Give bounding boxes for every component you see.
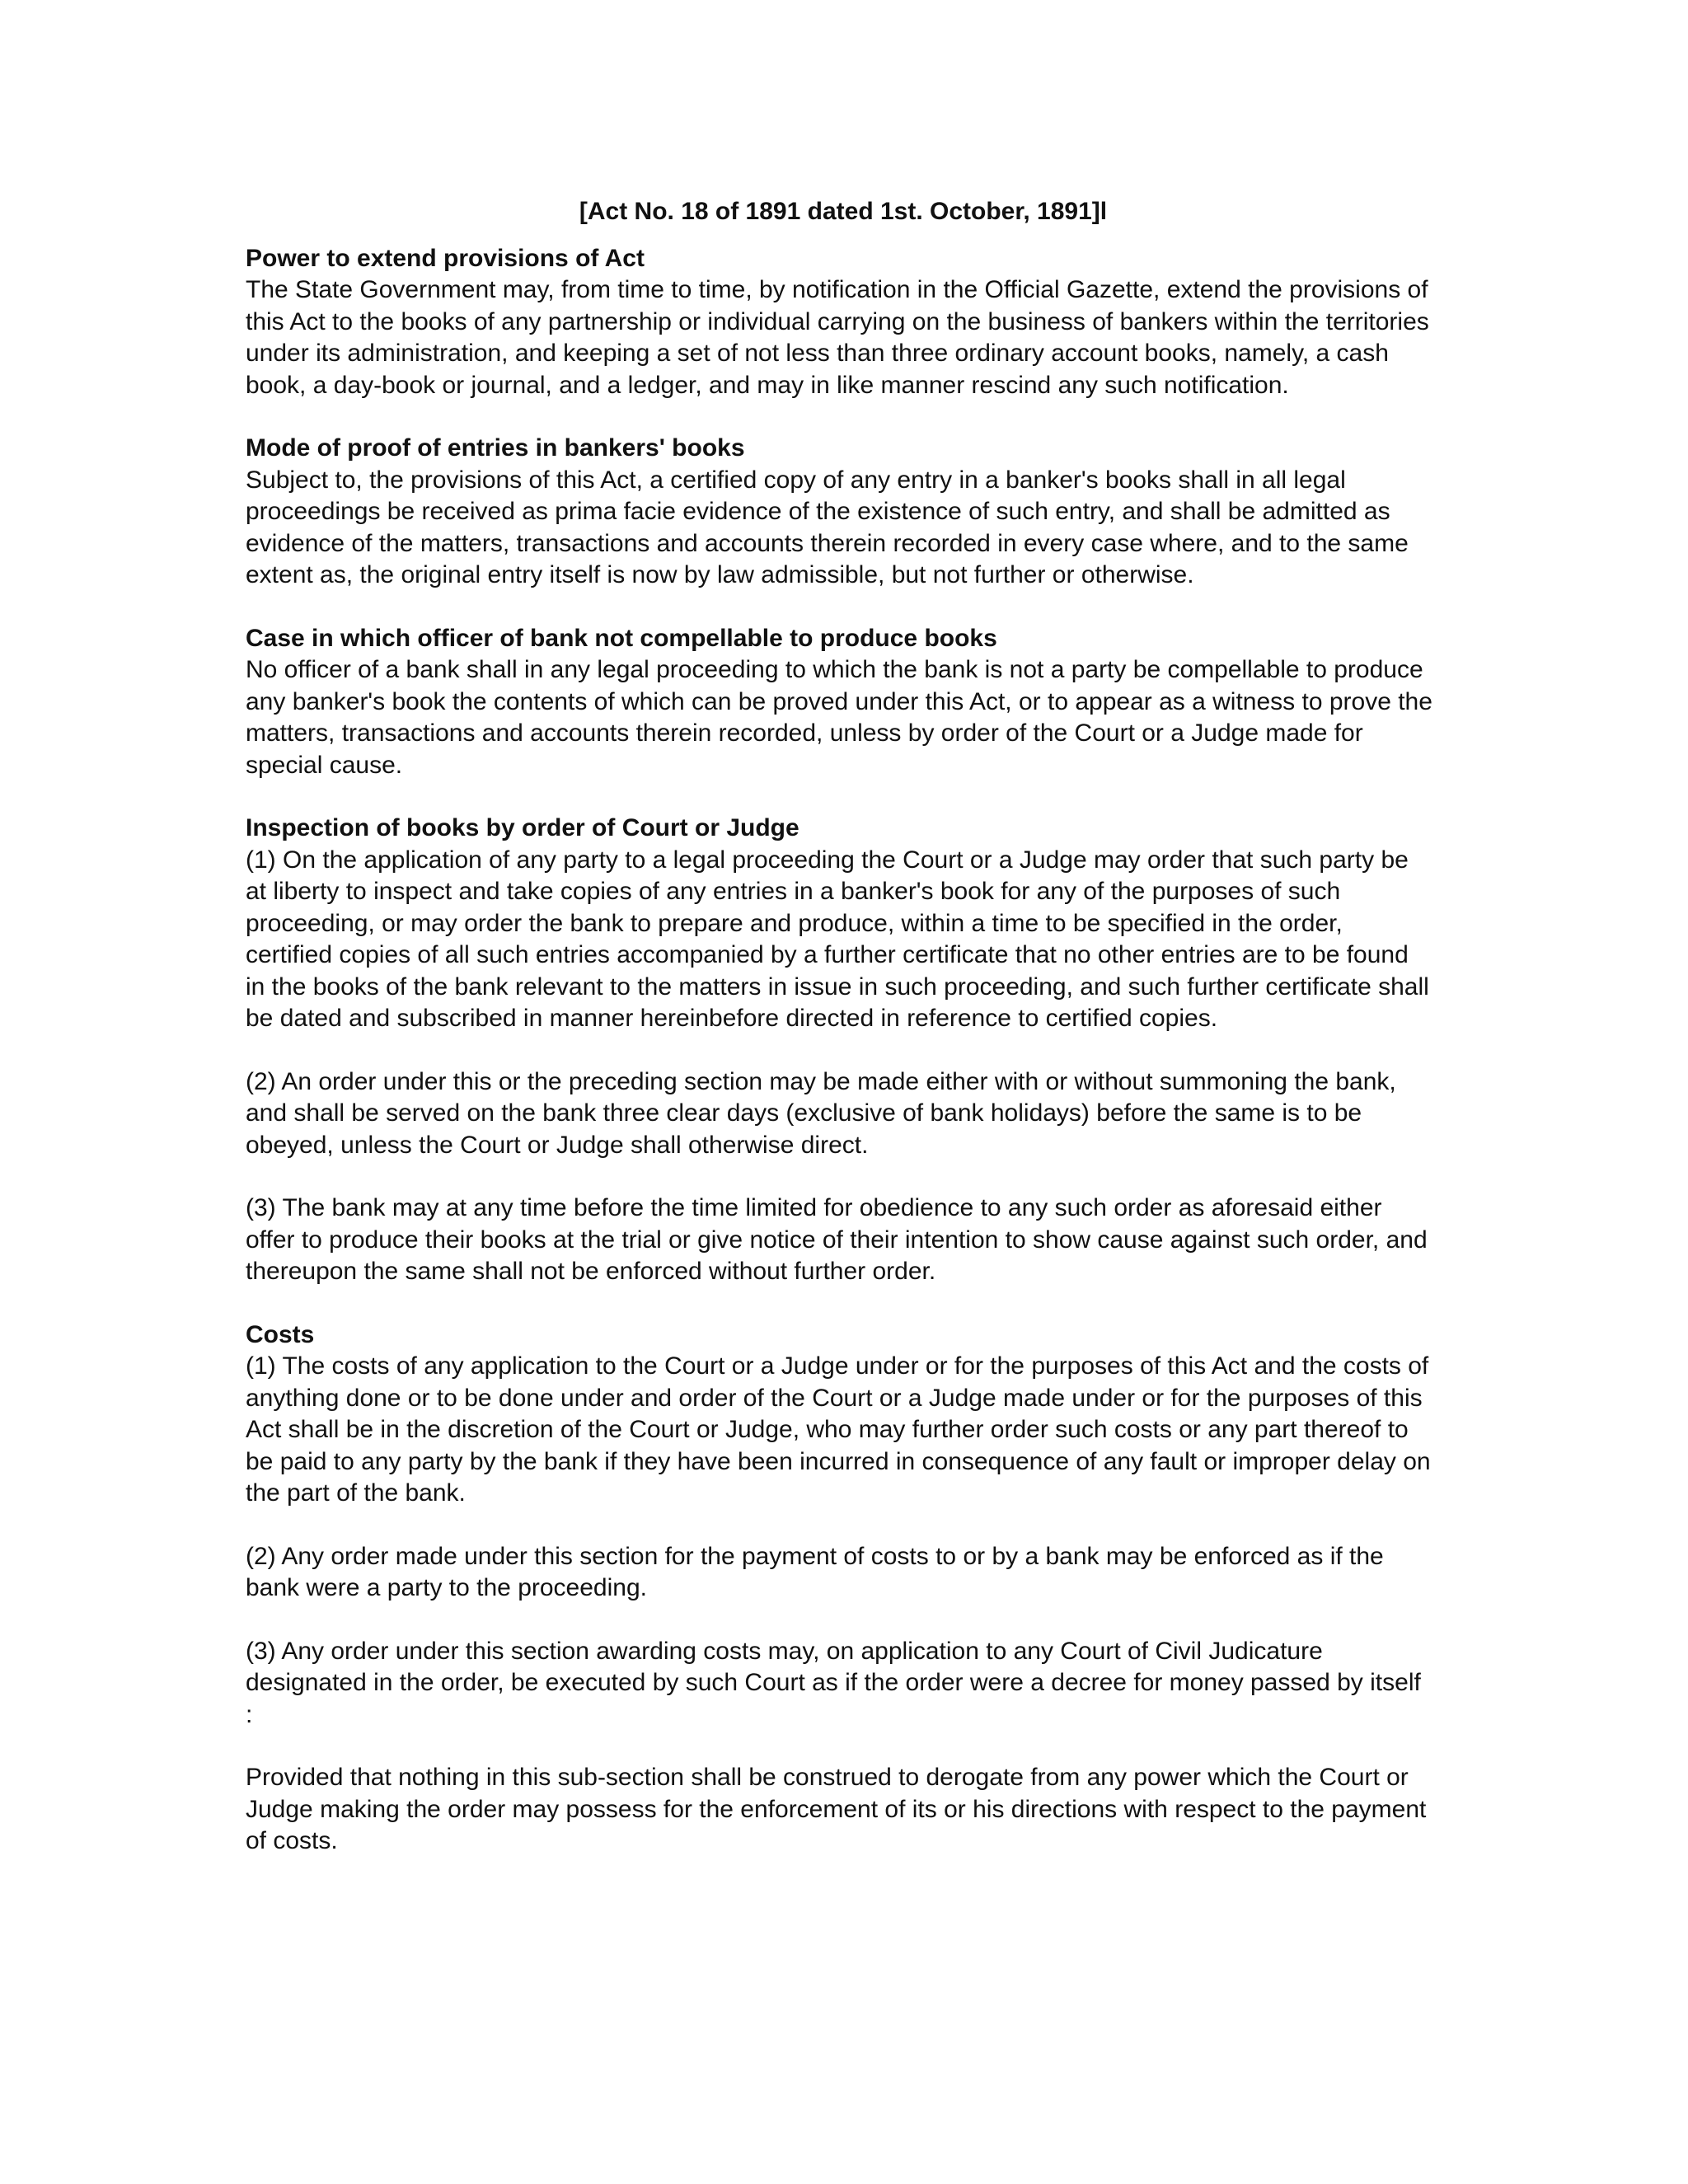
section-paragraph: (3) The bank may at any time before the time limited for obedience to any such order as aforesaid either offer to produce their books at the trial or give notice of their intention to show cause against such order, and thereupon the same shall not be enforced without further order.: [246, 1194, 1428, 1285]
section-paragraph: (1) On the application of any party to a legal proceeding the Court or a Judge may order that such party be at liberty to inspect and take copies of any entries in a banker's book for any of the purposes of such proceeding, or may order the bank to prepare and produce, within a time to be specified in the order, certified copies of all such entries accompanied by a further certificate that no other entries are to be found in the books of the bank relevant to the matters in issue in such proceeding, and such further certificate shall be dated and subscribed in manner hereinbefore directed in reference to certified copies.: [246, 846, 1429, 1032]
section-paragraph: Provided that nothing in this sub-section shall be construed to derogate from any power which the Court or Judge making the order may possess for the enforcement of its or his directions with respect to the payment of costs.: [246, 1764, 1427, 1854]
section-paragraph: (2) Any order made under this section for the payment of costs to or by a bank may be enforced as if the bank were a party to the proceeding.: [246, 1542, 1384, 1601]
section-officer-not-compellable: [246, 623, 1432, 782]
document-title: [Act No. 18 of 1891 dated 1st. October, 1891]l: [579, 198, 1108, 225]
section-heading: Case in which officer of bank not compellable to produce books: [246, 624, 997, 652]
section-paragraph: (2) An order under this or the preceding section may be made either with or without summoning the bank, and shall be served on the bank three clear days (exclusive of bank holidays) before the same is to be obeyed, unless the Court or Judge shall otherwise direct.: [246, 1067, 1396, 1159]
section-heading: Power to extend provisions of Act: [246, 244, 645, 272]
section-costs: [246, 1319, 1432, 1858]
document-content: [246, 196, 1432, 1889]
section-power-to-extend: [246, 243, 1432, 402]
section-mode-of-proof: [246, 433, 1432, 592]
section-heading: Mode of proof of entries in bankers' books: [246, 434, 745, 462]
section-paragraph: Subject to, the provisions of this Act, a certified copy of any entry in a banker's books shall in all legal proceedings be received as prima facie evidence of the existence of such entry, and shall be admitted as evidence of the matters, transactions and accounts therein recorded in every case where, and to the same extent as, the original entry itself is now by law admissible, but not further or otherwise.: [246, 466, 1409, 588]
section-inspection-of-books: [246, 813, 1432, 1288]
section-heading: Inspection of books by order of Court or Judge: [246, 814, 799, 841]
section-paragraph: (3) Any order under this section awarding costs may, on application to any Court of Civil Judicature designated in the order, be executed by such Court as if the order were a decree for money passed by itself :: [246, 1637, 1421, 1728]
section-heading: Costs: [246, 1320, 315, 1348]
section-paragraph: (1) The costs of any application to the Court or a Judge under or for the purposes of this Act and the costs of anything done or to be done under and order of the Court or a Judge made under or for the purposes of this Act shall be in the discretion of the Court or Judge, who may further order such costs or any part thereof to be paid to any party by the bank if they have been incurred in consequence of any fault or improper delay on the part of the bank.: [246, 1352, 1431, 1507]
section-paragraph: The State Government may, from time to time, by notification in the Official Gazette, extend the provisions of this Act to the books of any partnership or individual carrying on the business of bankers within the territories under its administration, and keeping a set of not less than three ordinary account books, namely, a cash book, a day-book or journal, and a ledger, and may in like manner rescind any such notification.: [246, 276, 1429, 399]
section-paragraph: No officer of a bank shall in any legal proceeding to which the bank is not a party be compellable to produce any banker's book the contents of which can be proved under this Act, or to appear as a witness to prove the matters, transactions and accounts therein recorded, unless by order of the Court or a Judge made for special cause.: [246, 656, 1432, 779]
